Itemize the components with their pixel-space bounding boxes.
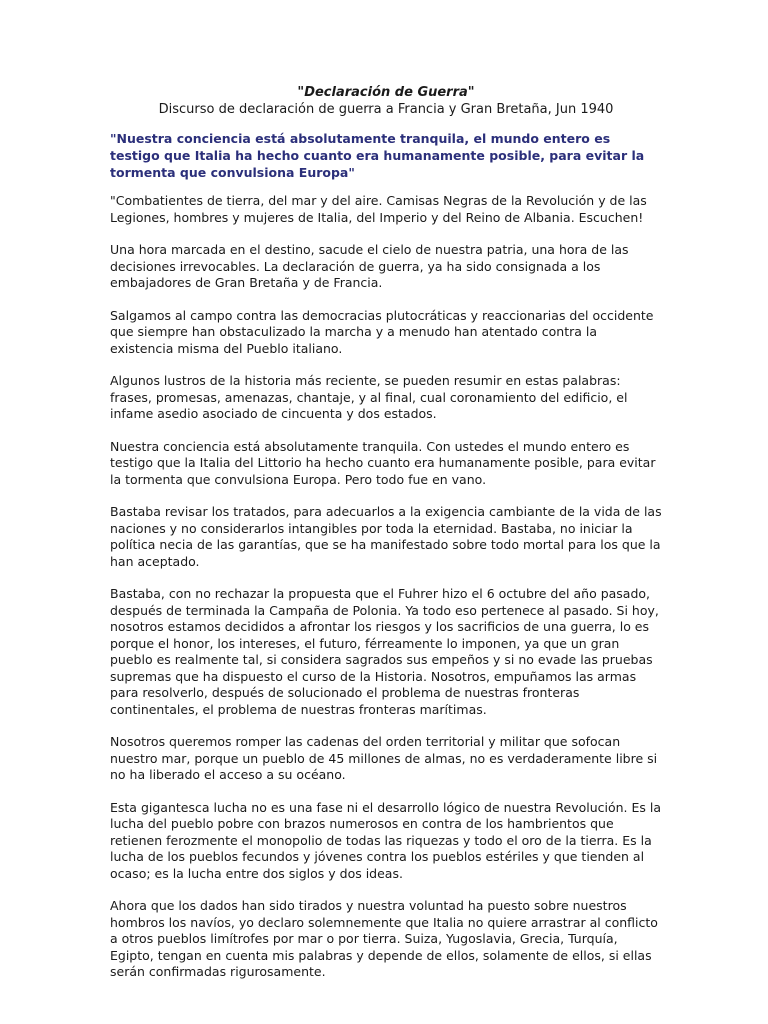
highlighted-quote: "Nuestra conciencia está absolutamente tranquila, el mundo entero es testigo que Italia ha hecho cuanto era humanamente posible, para evitar la tormenta que convulsiona Europa" xyxy=(110,131,645,180)
document-subtitle: Discurso de declaración de guerra a Francia y Gran Bretaña, Jun 1940 xyxy=(158,102,614,117)
paragraph-2: Una hora marcada en el destino, sacude el cielo de nuestra patria, una hora de las decisiones irrevocables. La declaración de guerra, ya ha sido consignada a los embajadores de Gran Bretaña y de Francia. xyxy=(110,242,629,290)
paragraph-10: Ahora que los dados han sido tirados y nuestra voluntad ha puesto sobre nuestros hombros los navíos, yo declaro solemnemente que Italia no quiere arrastrar al conflicto a otros pueblos limítrofes por mar o por tierra. Suiza, Yugoslavia, Grecia, Turquía, Egipto, tengan en cuenta mis palabras y depende de ellos, solamente de ellos, si ellas serán confirmadas rigurosamente. xyxy=(110,898,658,979)
paragraph-9: Esta gigantesca lucha no es una fase ni el desarrollo lógico de nuestra Revolución. Es la lucha del pueblo pobre con brazos numerosos en contra de los hambrientos que retienen ferozmente el monopolio de todas las riquezas y todo el oro de la tierra. Es la lucha de los pueblos fecundos y jóvenes contra los pueblos estériles y que tienden al ocaso; es la lucha entre dos siglos y dos ideas. xyxy=(110,799,662,881)
paragraph-6: Bastaba revisar los tratados, para adecuarlos a la exigencia cambiante de la vida de las naciones y no considerarlos intangibles por toda la eternidad. Bastaba, no iniciar la política necia de las garantías, que se ha manifestado sobre todo mortal para los que la han aceptado. xyxy=(110,504,662,569)
paragraph-8: Nosotros queremos romper las cadenas del orden territorial y militar que sofocan nuestro mar, porque un pueblo de 45 millones de almas, no es verdaderamente libre si no ha liberado el acceso a su océano. xyxy=(110,734,658,782)
document-title: "Declaración de Guerra" xyxy=(297,85,475,100)
paragraph-1: "Combatientes de tierra, del mar y del aire. Camisas Negras de la Revolución y de las Legiones, hombres y mujeres de Italia, del Imperio y del Reino de Albania. Escuchen! xyxy=(110,193,647,225)
document-page xyxy=(110,84,662,997)
paragraph-7: Bastaba, con no rechazar la propuesta que el Fuhrer hizo el 6 octubre del año pasado, después de terminada la Campaña de Polonia. Ya todo eso pertenece al pasado. Si hoy, nosotros estamos decididos a afrontar los riesgos y los sacrificios de una guerra, lo es porque el honor, los intereses, el futuro, férreamente lo imponen, ya que un gran pueblo es realmente tal, si considera sagrados sus empeños y si no evade las pruebas supremas que ha dispuesto el curso de la Historia. Nosotros, empuñamos las armas para resolverlo, después de solucionado el problema de nuestras fronteras continentales, el problema de nuestras fronteras marítimas. xyxy=(110,586,659,717)
paragraph-3: Salgamos al campo contra las democracias plutocráticas y reaccionarias del occidente que siempre han obstaculizado la marcha y a menudo han atentado contra la existencia misma del Pueblo italiano. xyxy=(110,307,654,356)
paragraph-5: Nuestra conciencia está absolutamente tranquila. Con ustedes el mundo entero es testigo que la Italia del Littorio ha hecho cuanto era humanamente posible, para evitar la tormenta que convulsiona Europa. Pero todo fue en vano. xyxy=(110,438,656,487)
paragraph-4: Algunos lustros de la historia más reciente, se pueden resumir en estas palabras: frases, promesas, amenazas, chantaje, y al final, cual coronamiento del edificio, el infame asedio asociado de cincuenta y dos estados. xyxy=(110,373,628,421)
